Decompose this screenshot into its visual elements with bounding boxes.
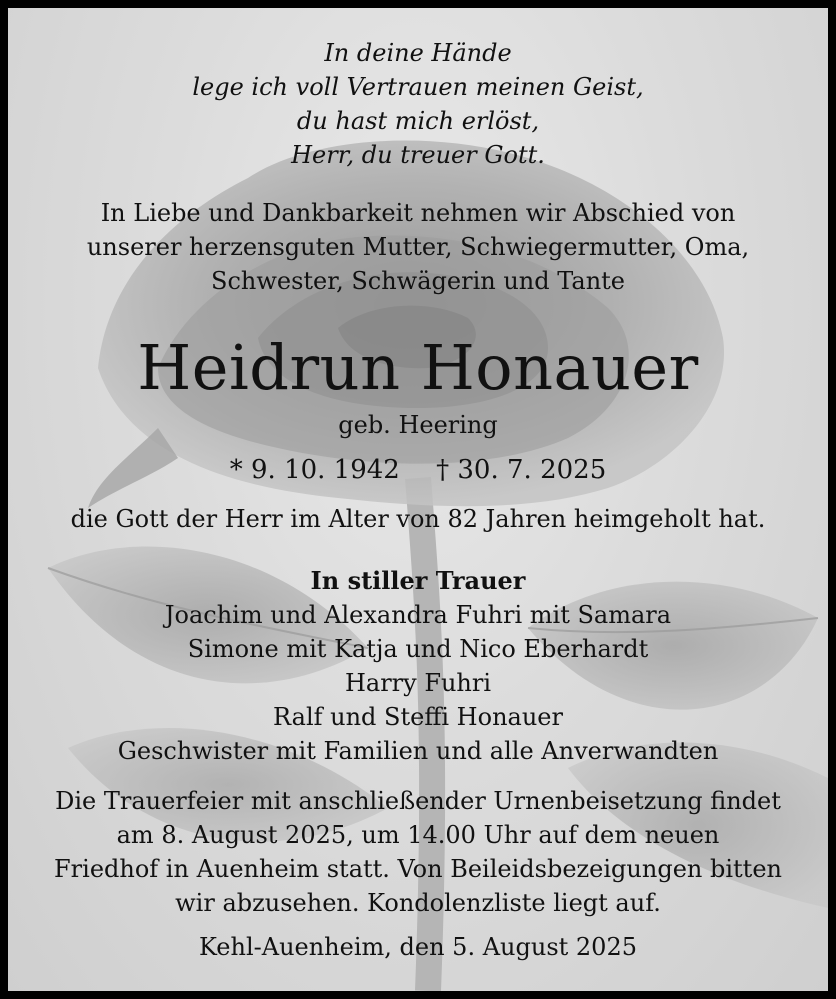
birth-name: geb. Heering [338,411,498,439]
intro-line: Schwester, Schwägerin und Tante [211,267,625,295]
mourner-line: Harry Fuhri [344,669,492,697]
service-line: Die Trauerfeier mit anschließender Urnenbeisetzung findet [55,787,781,815]
life-dates [8,452,828,488]
death-date: † 30. 7. 2025 [436,455,607,485]
mourner-line: Ralf und Steffi Honauer [273,703,563,731]
bible-verse [8,36,828,172]
age-line: die Gott der Herr im Alter von 82 Jahren heimgeholt hat. [70,505,766,533]
funeral-service-info [8,784,828,920]
obituary-card [8,8,828,991]
intro-line: In Liebe und Dankbarkeit nehmen wir Abschied von [100,199,736,227]
birth-date: * 9. 10. 1942 [229,455,400,485]
intro-line: unserer herzensguten Mutter, Schwiegermutter, Oma, [86,233,750,261]
verse-line: lege ich voll Vertrauen meinen Geist, [192,73,644,101]
intro-text [8,196,828,298]
mourner-line: Geschwister mit Familien und alle Anverwandten [117,737,719,765]
place-and-date: Kehl-Auenheim, den 5. August 2025 [199,933,637,961]
mourning-title: In stiller Trauer [310,566,526,595]
mourner-line: Joachim und Alexandra Fuhri mit Samara [164,601,672,629]
verse-line: du hast mich erlöst, [296,107,540,135]
deceased-name: Heidrun Honauer [137,331,699,404]
service-line: Friedhof in Auenheim statt. Von Beileidsbezeigungen bitten [54,855,782,883]
mourners-list [8,598,828,768]
verse-line: Herr, du treuer Gott. [291,141,545,169]
service-line: am 8. August 2025, um 14.00 Uhr auf dem neuen [116,821,720,849]
verse-line: In deine Hände [324,39,512,67]
service-line: wir abzusehen. Kondolenzliste liegt auf. [175,889,661,917]
mourner-line: Simone mit Katja und Nico Eberhardt [187,635,649,663]
